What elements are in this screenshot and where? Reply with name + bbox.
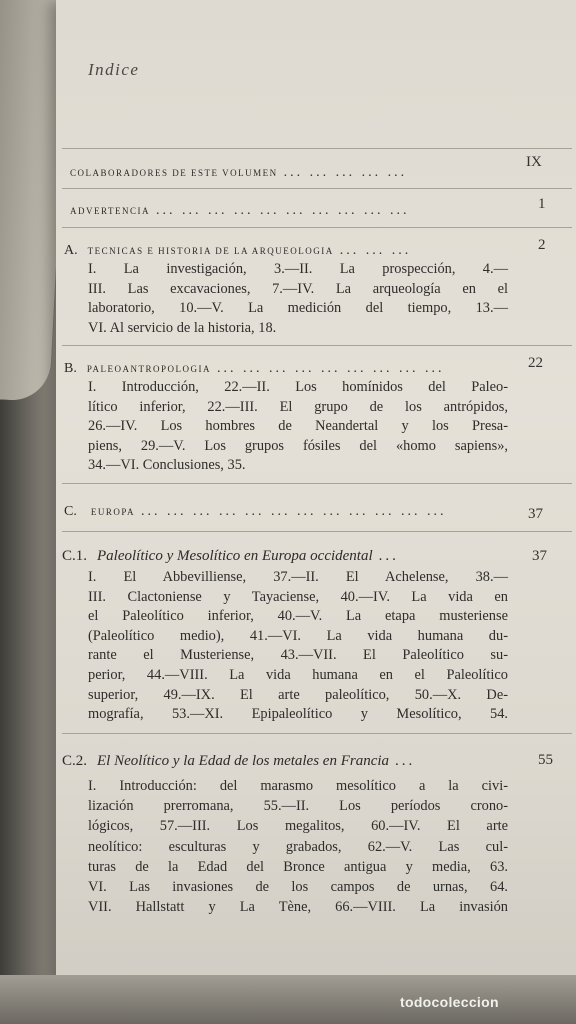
toc-line: rante el Musteriense, 43.—VII. El Paleolítico su-	[88, 647, 508, 664]
toc-line: el Paleolítico inferior, 40.—V. La etapa musteriense	[88, 608, 508, 625]
toc-entry-a	[64, 242, 514, 260]
toc-heading: PALEOANTROPOLOGIA	[86, 364, 212, 374]
toc-page-number: IX	[526, 154, 542, 170]
divider	[62, 531, 572, 532]
toc-entry-a-details	[88, 260, 508, 338]
toc-code: B.	[64, 361, 77, 376]
toc-line: VI. Al servicio de la historia, 18.	[88, 319, 277, 336]
leader-dots: ...	[378, 548, 399, 564]
toc-entry-colaboradores	[70, 164, 520, 182]
toc-line: 26.—IV. Los hombres de Neandertal y los Presa-	[88, 418, 508, 435]
toc-entry-c1-details	[88, 568, 508, 725]
toc-line: I. Introducción: del marasmo mesolítico a la civi-	[88, 778, 508, 794]
divider	[62, 188, 572, 189]
toc-line: lítico inferior, 22.—III. El grupo de los antrópidos,	[88, 398, 508, 415]
toc-page-number: 2	[538, 237, 546, 253]
toc-page-number: 22	[528, 355, 543, 371]
leader-dots: ... ... ...	[339, 243, 412, 258]
divider	[62, 733, 572, 734]
toc-line: neolítico: esculturas y grabados, 62.—V. Las cul-	[88, 838, 508, 855]
toc-entry-c2	[62, 752, 512, 770]
toc-line: I. La investigación, 3.—II. La prospección, 4.—	[88, 261, 508, 277]
page-title: Indice	[88, 60, 140, 79]
leader-dots: ... ... ... ... ... ... ... ... ... ...	[155, 203, 410, 218]
leader-dots: ... ... ... ... ... ... ... ... ... ... ... ...	[141, 504, 447, 519]
leader-dots: ... ... ... ... ...	[283, 165, 408, 180]
toc-line: 34.—VI. Conclusiones, 35.	[88, 457, 246, 474]
toc-heading: ADVERTENCIA	[70, 206, 150, 216]
divider	[62, 148, 572, 149]
toc-line: I. Introducción, 22.—II. Los homínidos del Paleo-	[88, 379, 508, 395]
toc-line: piens, 29.—V. Los grupos fósiles del «homo sapiens»,	[88, 437, 508, 454]
toc-page-number: 55	[538, 752, 553, 768]
toc-heading: TECNICAS E HISTORIA DE LA ARQUEOLOGIA	[87, 246, 334, 256]
toc-line: I. El Abbevilliense, 37.—II. El Achelense, 38.—	[88, 569, 508, 585]
toc-entry-c2-details	[88, 776, 508, 917]
toc-line: III. Las excavaciones, 7.—IV. La arqueología en el	[88, 280, 508, 297]
toc-page-number: 1	[538, 196, 546, 212]
toc-line: VII. Hallstatt y La Tène, 66.—VIII. La invasión	[88, 899, 508, 916]
toc-heading: Paleolítico y Mesolítico en Europa occidental	[97, 548, 373, 564]
toc-line: superior, 49.—IX. El arte paleolítico, 50.—X. De-	[88, 686, 508, 703]
toc-line: lización prerromana, 55.—II. Los períodos crono-	[88, 798, 508, 815]
toc-line: perior, 44.—VIII. La vida humana en el Paleolítico	[88, 666, 508, 683]
toc-code: A.	[64, 243, 78, 258]
leader-dots: ...	[395, 753, 416, 769]
toc-page-number: 37	[528, 506, 543, 522]
toc-line: VI. Las invasiones de los campos de urnas, 64.	[88, 879, 508, 896]
toc-code: C.2.	[62, 753, 88, 769]
toc-page-number: 37	[532, 548, 547, 564]
toc-entry-c1	[62, 547, 512, 565]
toc-line: lógicos, 57.—III. Los megalitos, 60.—IV. El arte	[88, 818, 508, 835]
toc-line: (Paleolítico medio), 41.—VI. La vida humana du-	[88, 627, 508, 644]
toc-heading: EUROPA	[90, 507, 136, 517]
divider	[62, 227, 572, 228]
toc-heading: COLABORADORES DE ESTE VOLUMEN	[70, 168, 278, 178]
leader-dots: ... ... ... ... ... ... ... ... ...	[217, 361, 445, 376]
toc-line: mografía, 53.—XI. Epipaleolítico y Mesolítico, 54.	[88, 706, 508, 723]
toc-entry-c	[64, 503, 514, 521]
watermark-logo: todocoleccion	[400, 994, 499, 1010]
toc-line: laboratorio, 10.—V. La medición del tiempo, 13.—	[88, 300, 508, 317]
divider	[62, 483, 572, 484]
toc-code: C.1.	[62, 548, 88, 564]
toc-entry-advertencia	[70, 202, 520, 220]
toc-code: C.	[64, 504, 77, 519]
toc-entry-b-details	[88, 378, 508, 476]
toc-entry-b	[64, 360, 514, 378]
divider	[62, 345, 572, 346]
toc-line: turas de la Edad del Bronce antigua y media, 63.	[88, 858, 508, 875]
toc-line: III. Clactoniense y Tayaciense, 40.—IV. La vida en	[88, 588, 508, 605]
toc-heading: El Neolítico y la Edad de los metales en Francia	[97, 753, 390, 769]
